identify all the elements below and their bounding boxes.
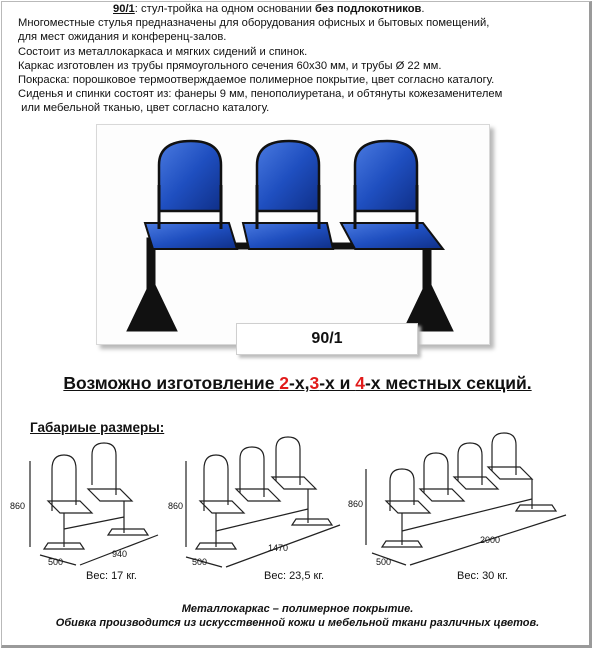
description [18,2,578,116]
footer-line-2: Обивка производится из искусственной кожи и мебельной ткани различных цветов. [55,617,540,629]
model-code: 90/1 [113,3,135,15]
diagram-2-seat [30,443,158,565]
headline [0,373,595,394]
headline-number: 2 [279,373,290,393]
dim-width-1: 940 [112,549,128,559]
weight-2-seat: Вес: 17 кг. [86,570,137,582]
chair-illustration [97,125,489,344]
headline-number: 3 [309,373,320,393]
description-line: Состоит из металлокаркаса и мягких сидений и спинок. [18,45,308,58]
weight-3-seat: Вес: 23,5 кг. [264,570,325,582]
description-line: Сиденья и спинки состоят из: фанеры 9 мм, пенополиуретана, и обтянуты кожезаменителем [18,88,503,101]
description-title [18,2,578,16]
dimension-diagrams [0,425,595,575]
dim-height-1: 860 [10,501,26,511]
description-line: Покраска: порошковое термоотверждаемое полимерное покрытие, цвет согласно каталогу. [18,74,495,87]
headline-text: -х, [289,373,310,393]
dim-depth-3: 500 [376,557,392,567]
seats [145,223,443,249]
title-bold: без подлокотников [314,3,422,15]
title-end: . [421,3,425,15]
headline-text: -х и [319,373,356,393]
footer-line-1: Металлокаркас – полимерное покрытие. [181,603,414,615]
chair-frame [127,238,453,331]
dim-width-2: 1470 [268,543,289,553]
description-line: Каркас изготовлен из трубы прямоугольного сечения 60х30 мм, и трубы Ø 22 мм. [18,59,442,72]
description-line: Многоместные стулья предназначены для оборудования офисных и бытовых помещений, [18,17,490,30]
product-photo [96,124,490,345]
description-line: для мест ожидания и конференц-залов. [18,31,227,44]
diagram-3-seat [186,437,340,567]
dim-depth-2: 500 [192,557,208,567]
dim-height-2: 860 [168,501,184,511]
model-label: 90/1 [236,323,418,355]
backrests [159,141,417,211]
headline-text: Возможно изготовление [63,373,280,393]
dimensions-title: Габариые размеры: [30,420,165,435]
dim-depth-1: 500 [48,557,64,567]
dim-height-3: 860 [348,499,364,509]
weight-4-seat: Вес: 30 кг. [457,570,508,582]
dim-width-3: 2000 [480,535,501,545]
description-line: или мебельной тканью, цвет согласно каталогу. [18,102,270,115]
headline-number: 4 [355,373,365,393]
diagram-4-seat [366,433,566,565]
headline-text: -х местных секций. [364,373,532,393]
title-text: : стул-тройка на одном основании [134,3,315,15]
